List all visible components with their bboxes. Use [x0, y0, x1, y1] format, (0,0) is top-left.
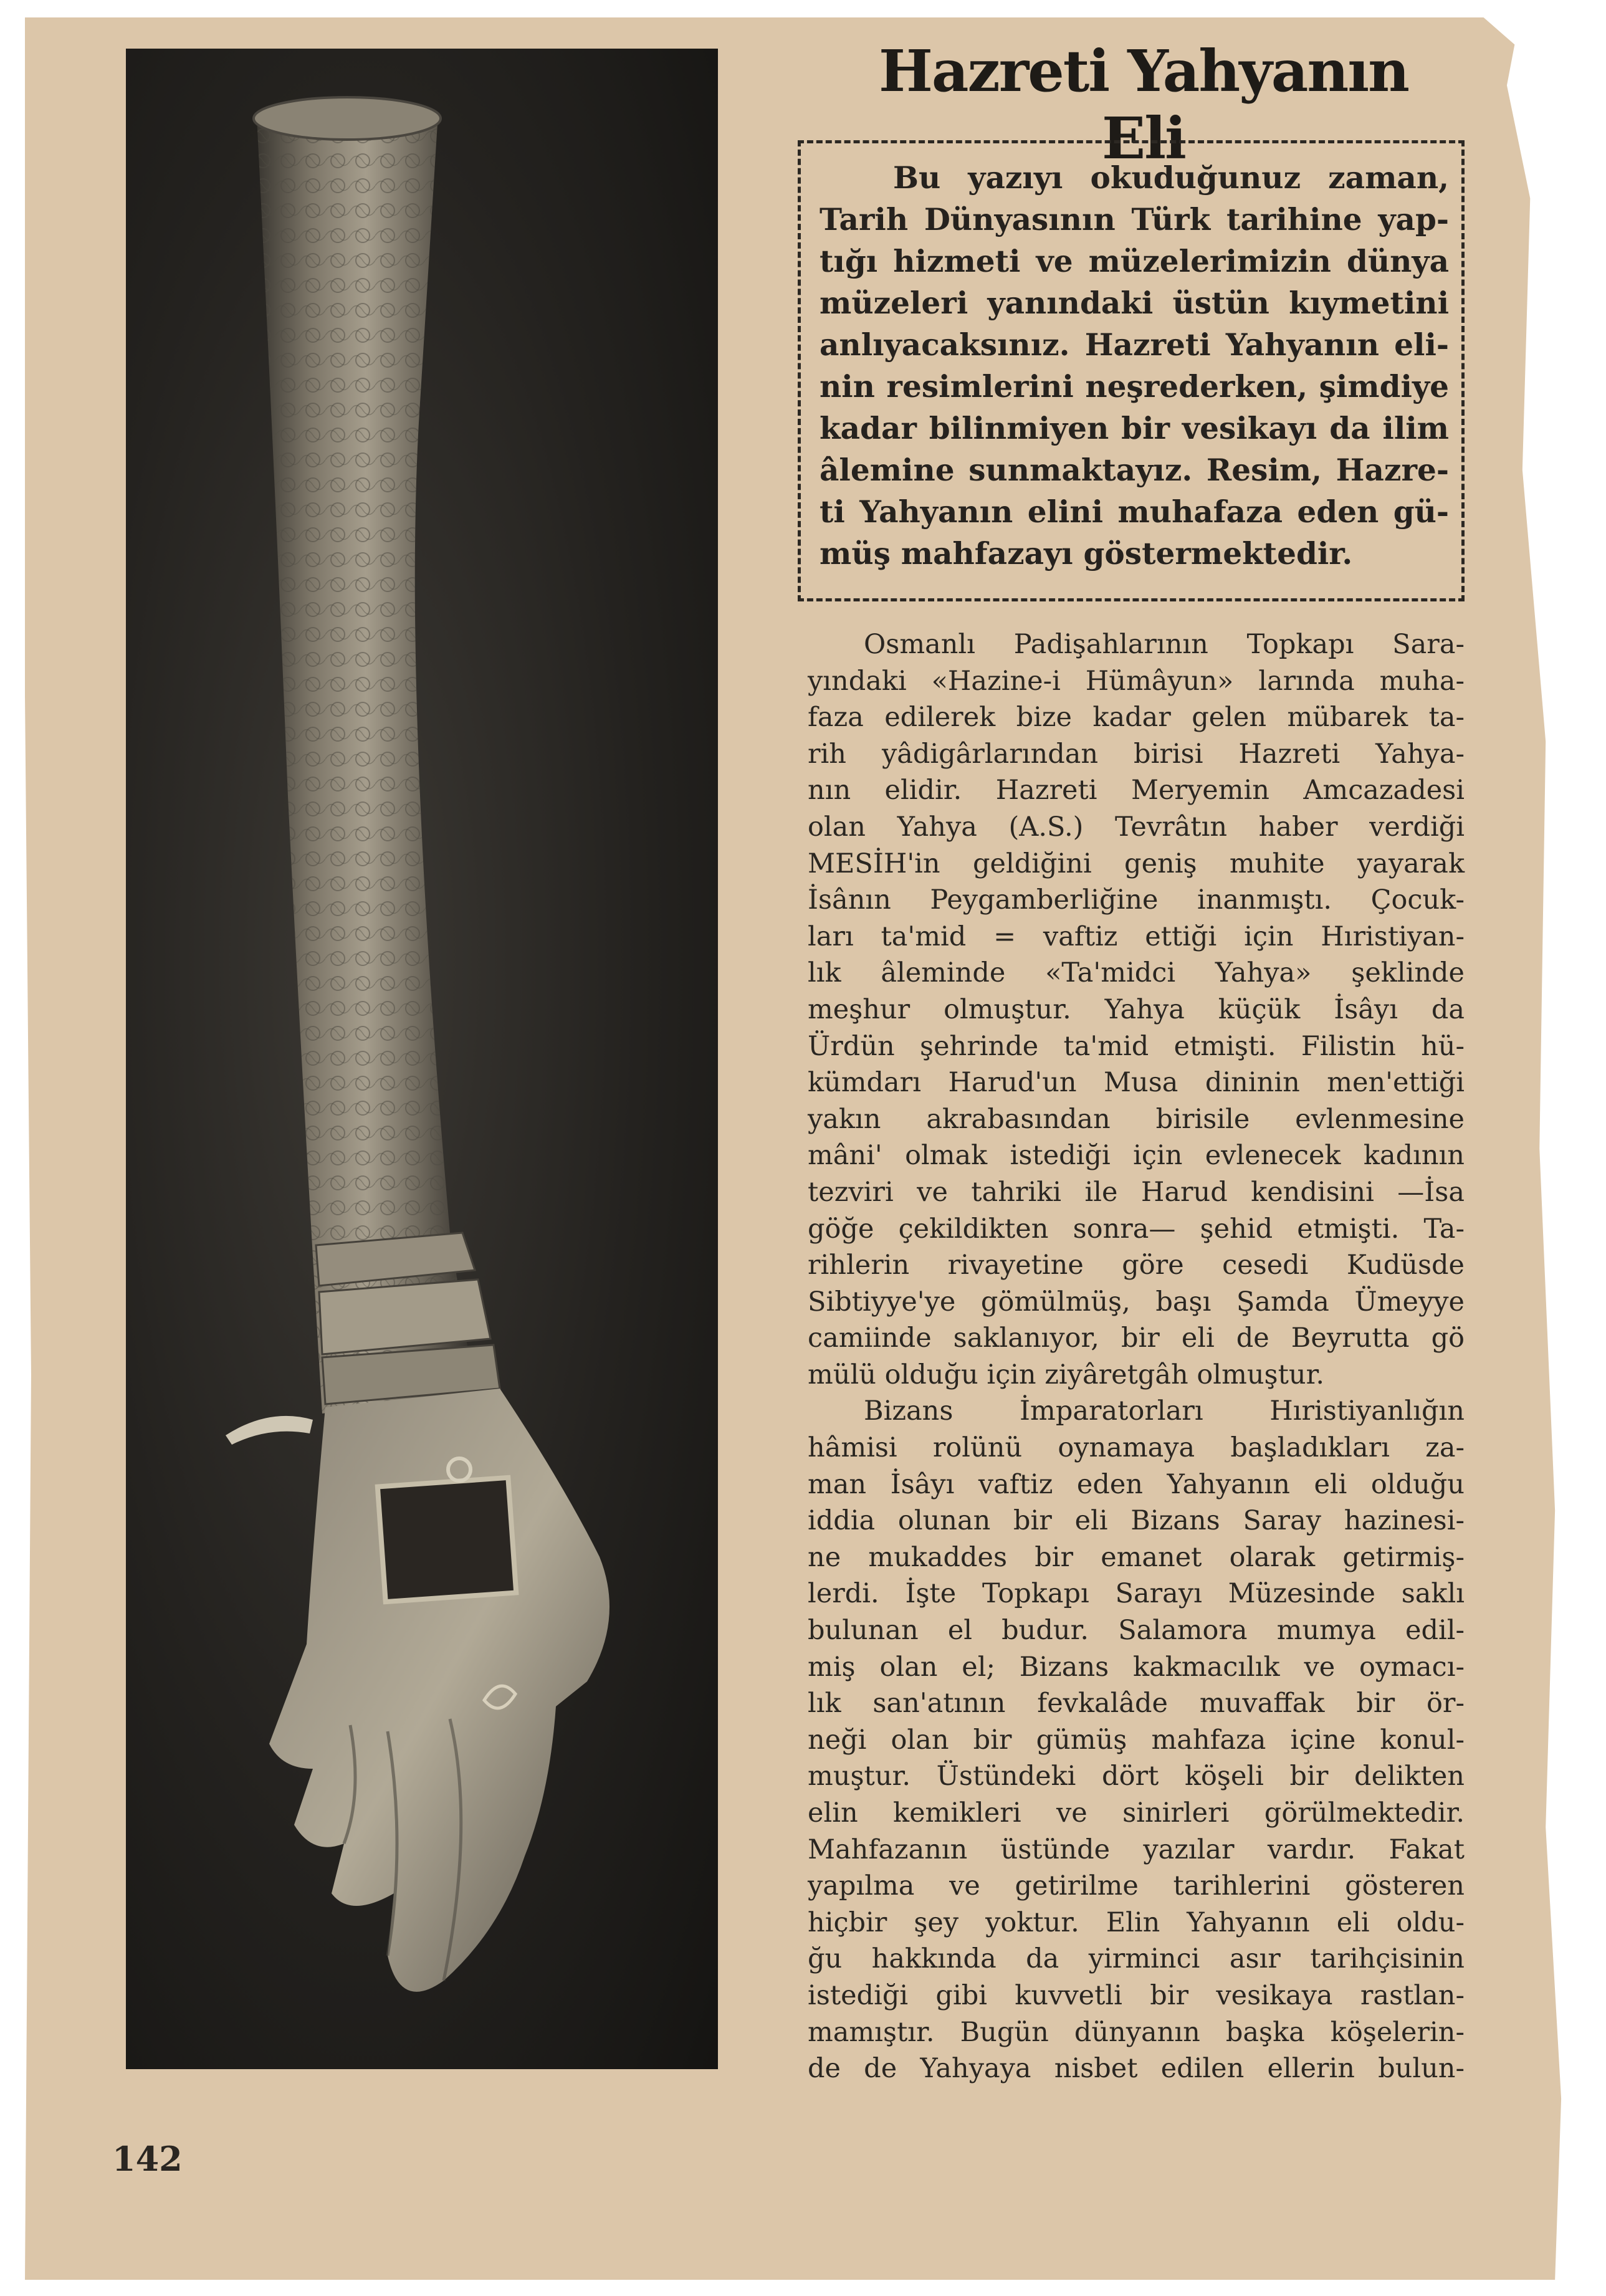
intro-line: müzeleri yanındaki üstün kıymetini: [820, 285, 1449, 321]
body-line: mülü olduğu için ziyâretgâh olmuştur.: [808, 1359, 1325, 1390]
body-line: tezviri ve tahriki ile Harud kendisini —İsa: [808, 1176, 1465, 1208]
body-line: olan Yahya (A.S.) Tevrâtın haber verdiği: [808, 811, 1465, 843]
body-line: nın elidir. Hazreti Meryemin Amcazadesi: [808, 775, 1465, 806]
body-line: neği olan bir gümüş mahfaza içine konul-: [808, 1724, 1465, 1756]
body-line: camiinde saklanıyor, bir eli de Beyrutta gö: [808, 1323, 1465, 1354]
body-line: MESİH'in geldiğini geniş muhite yayarak: [808, 848, 1465, 879]
article-body: [808, 626, 1465, 2087]
body-line: Mahfazanın üstünde yazılar vardır. Fakat: [808, 1834, 1465, 1865]
body-line: Osmanlı Padişahlarının Topkapı Sara-: [864, 629, 1465, 660]
body-line: yakın akrabasından birisile evlenmesine: [808, 1103, 1465, 1135]
body-line: iddia olunan bir eli Bizans Saray hazinesi-: [808, 1505, 1465, 1537]
intro-line: Tarih Dünyasının Türk tarihine yap-: [820, 202, 1449, 237]
body-line: yındaki «Hazine-i Hümâyun» larında muha-: [808, 665, 1465, 697]
reliquary-photo: [126, 49, 718, 2069]
body-line: lık âleminde «Ta'midci Yahya» şeklinde: [808, 957, 1465, 989]
body-line: de de Yahyaya nisbet edilen ellerin bulun-: [808, 2053, 1465, 2085]
body-line: man İsâyı vaftiz eden Yahyanın eli olduğu: [808, 1468, 1465, 1500]
intro-line: anlıyacaksınız. Hazreti Yahyanın eli-: [820, 327, 1449, 363]
body-line: hâmisi rolünü oynamaya başladıkları za-: [808, 1432, 1465, 1464]
body-line: ğu hakkında da yirminci asır tarihçisinin: [808, 1943, 1465, 1975]
body-line: Sibtiyye'ye gömülmüş, başı Şamda Ümeyye: [808, 1286, 1465, 1318]
intro-box: [798, 140, 1465, 601]
body-line: elin kemikleri ve sinirleri görülmektedir.: [808, 1797, 1465, 1829]
body-line: lerdi. İşte Topkapı Sarayı Müzesinde saklı: [808, 1578, 1465, 1610]
body-line: ne mukaddes bir emanet olarak getirmiş-: [808, 1541, 1465, 1573]
body-line: Ürdün şehrinde ta'mid etmişti. Filistin hü-: [808, 1030, 1465, 1062]
intro-line: nin resimlerini neşrederken, şimdiye: [820, 369, 1449, 404]
body-line: muştur. Üstündeki dört köşeli bir delikten: [808, 1761, 1465, 1792]
intro-line: kadar bilinmiyen bir vesikayı da ilim: [820, 411, 1449, 446]
body-line: ları ta'mid = vaftiz ettiği için Hıristiyan-: [808, 921, 1465, 952]
intro-line: ti Yahyanın elini muhafaza eden gü-: [820, 494, 1449, 530]
body-line: mâni' olmak istediği için evlenecek kadının: [808, 1140, 1465, 1172]
body-line: göğe çekildikten sonra— şehid etmişti. Ta-: [808, 1213, 1465, 1245]
body-line: yapılma ve getirilme tarihlerini gösteren: [808, 1870, 1465, 1902]
intro-line: tığı hizmeti ve müzelerimizin dünya: [820, 244, 1449, 279]
body-line: hiçbir şey yoktur. Elin Yahyanın eli oldu-: [808, 1906, 1465, 1938]
body-line: İsânın Peygamberliğine inanmıştı. Çocuk-: [808, 884, 1465, 916]
body-line: istediği gibi kuvvetli bir vesikaya rastlan-: [808, 1979, 1465, 2011]
body-line: rihlerin rivayetine göre cesedi Kudüsde: [808, 1250, 1465, 1281]
body-line: kümdarı Harud'un Musa dininin men'ettiği: [808, 1067, 1465, 1099]
body-line: meşhur olmuştur. Yahya küçük İsâyı da: [808, 993, 1465, 1025]
article-title: Hazreti Yahyanın Eli: [878, 37, 1409, 172]
body-line: faza edilerek bize kadar gelen mübarek ta-: [808, 702, 1465, 734]
silver-hand-reliquary-image: [126, 49, 718, 2069]
body-line: rih yâdigârlarından birisi Hazreti Yahya-: [808, 738, 1465, 770]
body-line: Bizans İmparatorları Hıristiyanlığın: [864, 1395, 1465, 1427]
intro-line: Bu yazıyı okuduğunuz zaman,: [893, 160, 1449, 196]
body-line: miş olan el; Bizans kakmacılık ve oymacı-: [808, 1651, 1465, 1683]
intro-line: âlemine sunmaktayız. Resim, Hazre-: [820, 452, 1449, 488]
body-line: mamıştır. Bugün dünyanın başka köşelerin-: [808, 2016, 1465, 2048]
body-line: lık san'atının fevkalâde muvaffak bir ör-: [808, 1688, 1465, 1720]
body-line: bulunan el budur. Salamora mumya edil-: [808, 1615, 1465, 1647]
page-number: 142: [112, 2139, 183, 2179]
intro-line: müş mahfazayı göstermektedir.: [820, 536, 1353, 572]
